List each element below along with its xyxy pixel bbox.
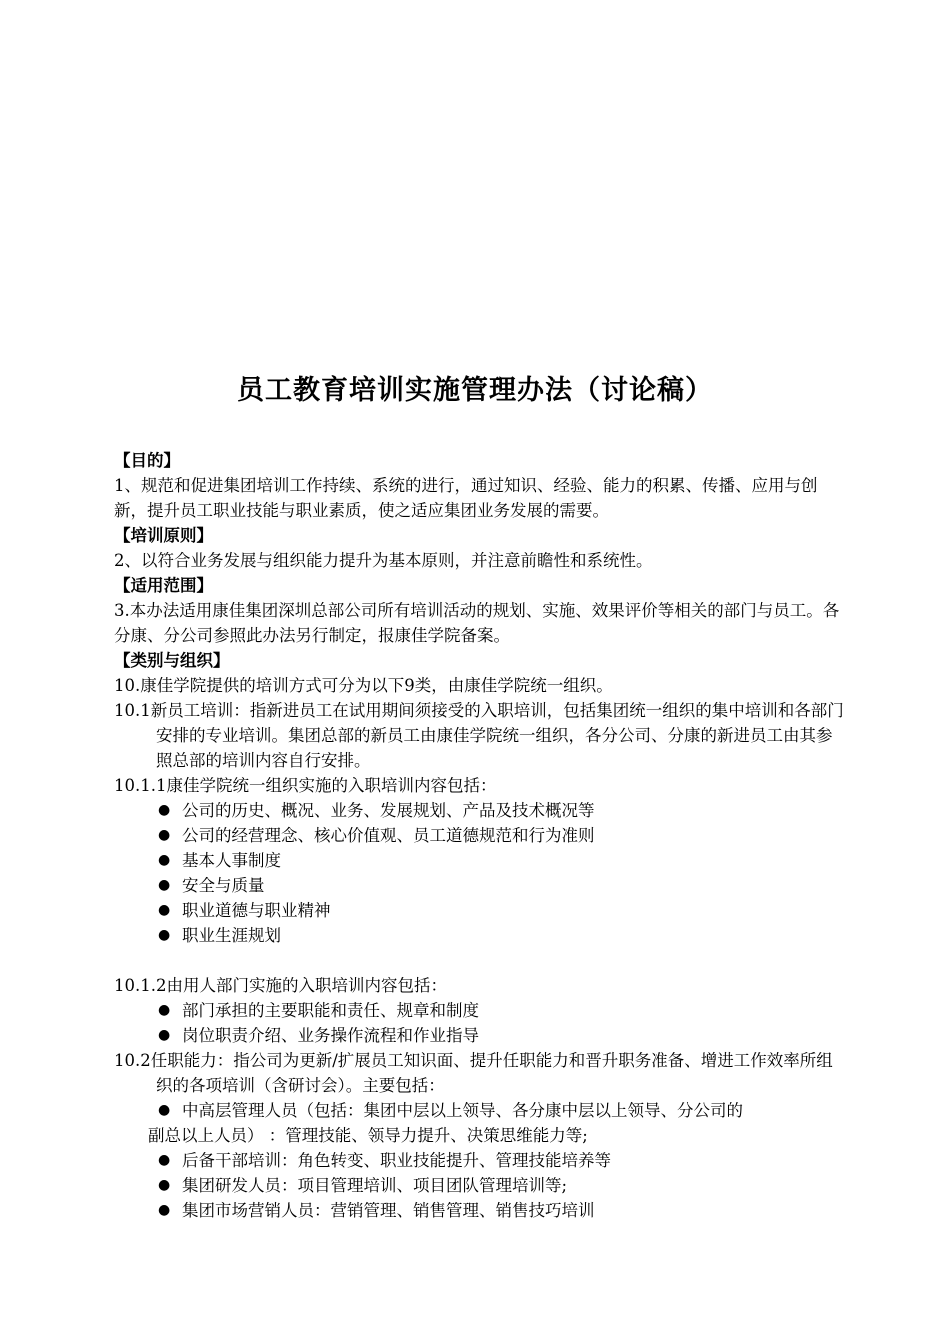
list-item: ● 职业生涯规划 [158, 923, 844, 948]
document-title: 员工教育培训实施管理办法（讨论稿） [237, 375, 713, 406]
paragraph-10-2: 10.2任职能力：指公司为更新/扩展员工知识面、提升任职能力和晋升职务准备、增进工作效率所组织的各项培训（含研讨会）。主要包括： [114, 1051, 833, 1095]
section-heading-principle: 【培训原则】 [114, 526, 213, 545]
list-10-2 [114, 1098, 844, 1223]
paragraph-10-1-2: 10.1.2由用人部门实施的入职培训内容包括： [114, 976, 447, 995]
list-item: ● 安全与质量 [158, 873, 844, 898]
bullet-icon: ● [158, 902, 171, 918]
list-item: ● 岗位职责介绍、业务操作流程和作业指导 [158, 1023, 844, 1048]
paragraph-purpose: 1、规范和促进集团培训工作持续、系统的进行，通过知识、经验、能力的积累、传播、应用与创新，提升员工职业技能与职业素质，使之适应集团业务发展的需要。 [114, 476, 818, 520]
bullet-icon: ● [158, 1102, 171, 1118]
list-item: ● 部门承担的主要职能和责任、规章和制度 [158, 998, 844, 1023]
list-item: ● 中高层管理人员（包括：集团中层以上领导、各分康中层以上领导、分公司的 副总以上人员） ：管理技能、领导力提升、决策思维能力等; [158, 1098, 844, 1148]
list-item: ● 职业道德与职业精神 [158, 898, 844, 923]
list-item: ● 基本人事制度 [158, 848, 844, 873]
list-10-1-2 [114, 998, 844, 1048]
list-item: ● 后备干部培训：角色转变、职业技能提升、管理技能培养等 [158, 1148, 844, 1173]
bullet-icon: ● [158, 1177, 171, 1193]
document-body [114, 448, 844, 1223]
paragraph-scope: 3.本办法适用康佳集团深圳总部公司所有培训活动的规划、实施、效果评价等相关的部门与员工。各分康、分公司参照此办法另行制定，报康佳学院备案。 [114, 601, 840, 645]
section-heading-category: 【类别与组织】 [114, 651, 230, 670]
bullet-icon: ● [158, 1027, 171, 1043]
list-item: ● 公司的经营理念、核心价值观、员工道德规范和行为准则 [158, 823, 844, 848]
paragraph-10-1-1: 10.1.1康佳学院统一组织实施的入职培训内容包括： [114, 776, 497, 795]
bullet-icon: ● [158, 1002, 171, 1018]
bullet-icon: ● [158, 927, 171, 943]
list-item: ● 集团市场营销人员：营销管理、销售管理、销售技巧培训 [158, 1198, 844, 1223]
paragraph-category-intro: 10.康佳学院提供的培训方式可分为以下9类，由康佳学院统一组织。 [114, 676, 613, 695]
bullet-icon: ● [158, 877, 171, 893]
bullet-icon: ● [158, 1152, 171, 1168]
list-10-1-1 [114, 798, 844, 948]
blank-line [114, 948, 844, 973]
bullet-icon: ● [158, 852, 171, 868]
bullet-icon: ● [158, 1202, 171, 1218]
section-heading-scope: 【适用范围】 [114, 576, 213, 595]
list-item: ● 公司的历史、概况、业务、发展规划、产品及技术概况等 [158, 798, 844, 823]
bullet-icon: ● [158, 827, 171, 843]
bullet-icon: ● [158, 802, 171, 818]
list-item: ● 集团研发人员：项目管理培训、项目团队管理培训等; [158, 1173, 844, 1198]
paragraph-10-1: 10.1新员工培训：指新进员工在试用期间须接受的入职培训，包括集团统一组织的集中培训和各部门安排的专业培训。集团总部的新员工由康佳学院统一组织，各分公司、分康的新进员工由其参照总部的培训内容自行安排。 [114, 701, 844, 770]
paragraph-principle: 2、以符合业务发展与组织能力提升为基本原则，并注意前瞻性和系统性。 [114, 551, 653, 570]
section-heading-purpose: 【目的】 [114, 451, 180, 470]
